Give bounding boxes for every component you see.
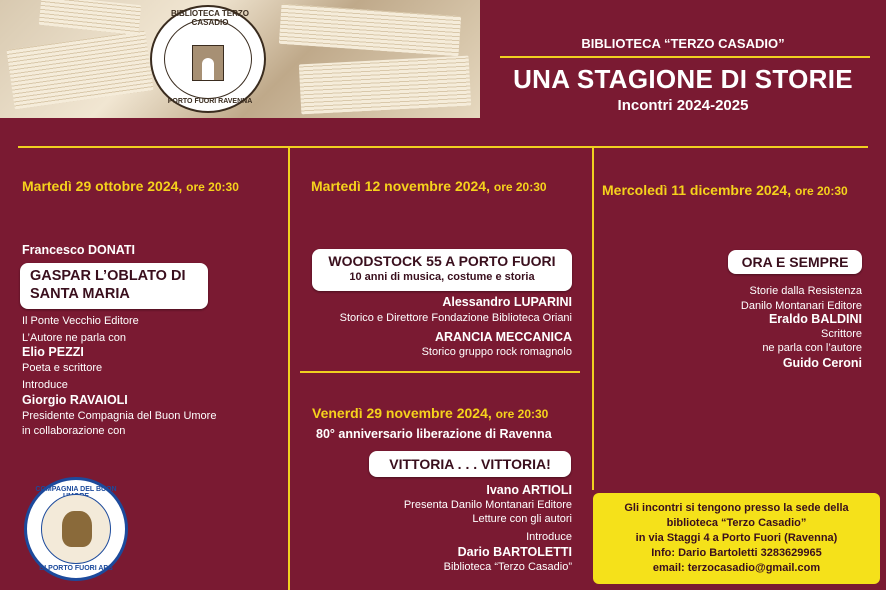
event1-guest-role: Poeta e scrittore bbox=[22, 362, 103, 374]
event3-anniversary: 80° anniversario liberazione di Ravenna bbox=[316, 427, 552, 441]
event1-book-line2: SANTA MARIA bbox=[30, 286, 130, 302]
compagnia-buon-umore-stamp bbox=[24, 477, 128, 581]
event2-subtitle: 10 anni di musica, costume e storia bbox=[349, 271, 535, 283]
event2-role1: Storico e Direttore Fondazione Biblioteca Oriani bbox=[339, 312, 572, 324]
gate-icon bbox=[192, 45, 224, 81]
event1-time: ore 20:30 bbox=[186, 180, 239, 194]
event4-line1: Storie dalla Resistenza bbox=[749, 285, 862, 297]
info-contact: Info: Dario Bartoletti 3283629965 bbox=[651, 547, 822, 559]
event2-name1: Alessandro LUPARINI bbox=[442, 295, 572, 309]
event3-date bbox=[312, 405, 548, 421]
event2-name2: ARANCIA MECCANICA bbox=[434, 330, 572, 344]
event2-time: ore 20:30 bbox=[493, 180, 547, 194]
library-logo bbox=[150, 5, 266, 113]
event1-date-text: Martedì 29 ottobre 2024, bbox=[22, 178, 183, 194]
event4-role1b: ne parla con l’autore bbox=[762, 342, 862, 354]
event4-role1: Scrittore bbox=[821, 328, 862, 340]
library-name: BIBLIOTECA “TERZO CASADIO” bbox=[581, 36, 785, 51]
event1-intro-name: Giorgio RAVAIOLI bbox=[22, 393, 128, 407]
event2-title: WOODSTOCK 55 A PORTO FUORI bbox=[328, 253, 556, 269]
event3-name2: Dario BARTOLETTI bbox=[457, 545, 572, 559]
event1-speaks: L’Autore ne parla con bbox=[22, 332, 126, 344]
event1-intro-role: Presidente Compagnia del Buon Umore bbox=[22, 410, 217, 422]
event3-role1: Presenta Danilo Montanari Editore bbox=[403, 499, 572, 511]
event4-title: ORA E SEMPRE bbox=[728, 250, 862, 274]
stamp-bottom-text: DI PORTO FUORI APS bbox=[39, 565, 113, 572]
event2-role2: Storico gruppo rock romagnolo bbox=[421, 346, 572, 358]
top-divider bbox=[18, 146, 868, 148]
event1-book-line1: GASPAR L’OBLATO DI bbox=[30, 268, 186, 284]
stamp-top-text: COMPAGNIA DEL BUON bbox=[35, 486, 117, 493]
donkey-icon bbox=[62, 511, 92, 547]
page-title: UNA STAGIONE DI STORIE bbox=[513, 64, 853, 94]
event3-title: VITTORIA . . . VITTORIA! bbox=[369, 451, 571, 477]
middle-divider bbox=[300, 371, 580, 373]
event3-name1: Ivano ARTIOLI bbox=[486, 483, 572, 497]
info-email[interactable]: email: terzocasadio@gmail.com bbox=[652, 562, 821, 574]
event3-role2: Biblioteca “Terzo Casadio” bbox=[443, 561, 572, 573]
info-line1: Gli incontri si tengono presso la sede della bbox=[624, 502, 849, 514]
logo-top-text: BIBLIOTECA TERZO CASADIO bbox=[171, 9, 249, 27]
event1-guest: Elio PEZZI bbox=[22, 345, 84, 359]
event3-date-text: Venerdì 29 novembre 2024, bbox=[312, 405, 492, 421]
event4-name1: Eraldo BALDINI bbox=[768, 312, 862, 326]
event4-date-text: Mercoledì 11 dicembre 2024, bbox=[602, 182, 792, 198]
event2-date bbox=[311, 178, 547, 194]
event1-intro-label: Introduce bbox=[22, 379, 68, 391]
logo-bottom-text: PORTO FUORI RAVENNA bbox=[167, 98, 253, 105]
event3-intro-label: Introduce bbox=[526, 531, 572, 543]
page-subtitle: Incontri 2024-2025 bbox=[617, 97, 749, 114]
event4-name2: Guido Ceroni bbox=[782, 356, 862, 370]
event1-publisher: Il Ponte Vecchio Editore bbox=[22, 315, 139, 327]
event1-book-title bbox=[20, 263, 208, 309]
event2-title-box bbox=[312, 249, 572, 291]
event4-line2: Danilo Montanari Editore bbox=[740, 300, 862, 312]
header-divider bbox=[500, 56, 870, 58]
event3-role1b: Letture con gli autori bbox=[472, 513, 572, 525]
info-box bbox=[593, 493, 880, 584]
event2-date-text: Martedì 12 novembre 2024, bbox=[311, 178, 490, 194]
event1-date bbox=[22, 178, 239, 194]
info-line3: in via Staggi 4 a Porto Fuori (Ravenna) bbox=[635, 532, 838, 544]
event3-time: ore 20:30 bbox=[495, 407, 549, 421]
info-line2: biblioteca “Terzo Casadio” bbox=[666, 517, 807, 529]
event4-date bbox=[602, 182, 848, 198]
event1-author: Francesco DONATI bbox=[22, 243, 135, 257]
event1-collab: in collaborazione con bbox=[22, 425, 126, 437]
event4-time: ore 20:30 bbox=[795, 184, 848, 198]
